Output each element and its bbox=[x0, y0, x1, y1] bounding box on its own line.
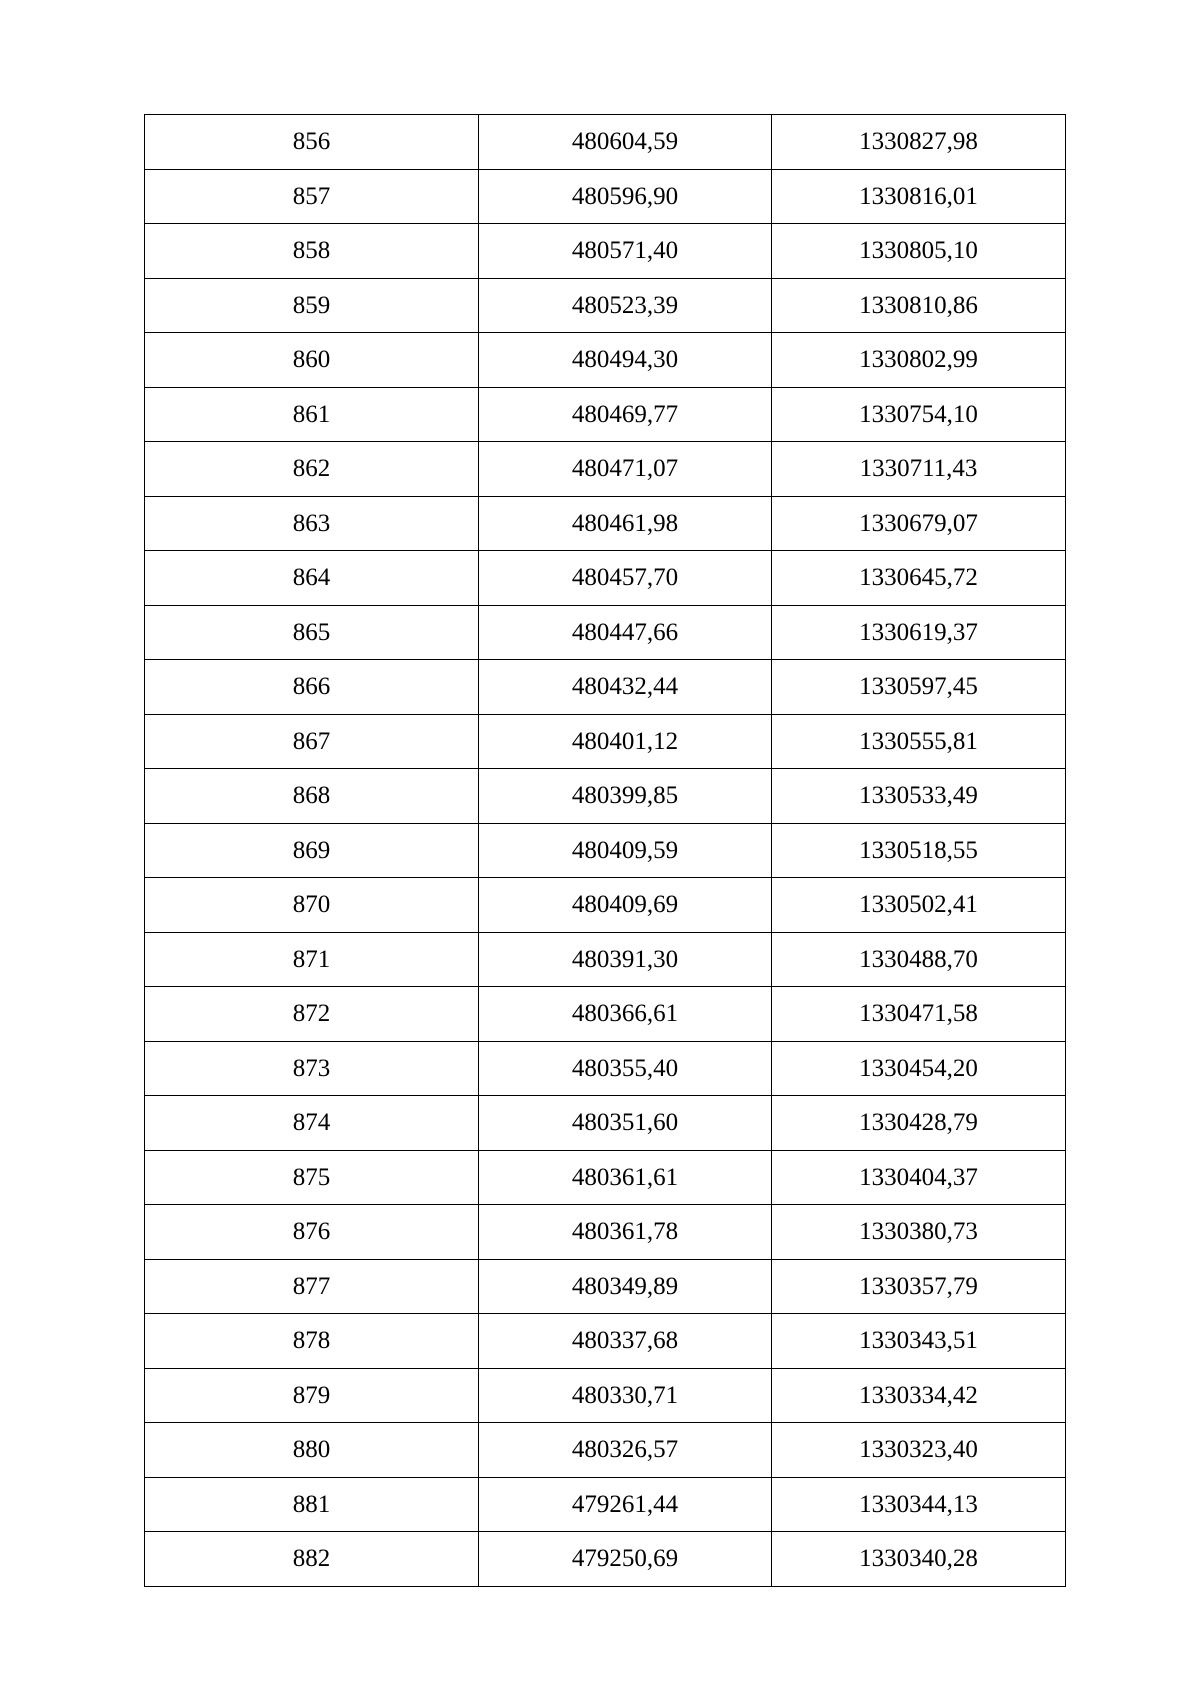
x-coordinate-cell: 480361,78 bbox=[479, 1205, 772, 1260]
point-number-cell: 869 bbox=[145, 823, 479, 878]
point-number-cell: 881 bbox=[145, 1477, 479, 1532]
point-number-cell: 863 bbox=[145, 496, 479, 551]
y-coordinate-cell: 1330645,72 bbox=[772, 551, 1066, 606]
point-number-cell: 871 bbox=[145, 932, 479, 987]
y-coordinate-cell: 1330619,37 bbox=[772, 605, 1066, 660]
y-coordinate-cell: 1330454,20 bbox=[772, 1041, 1066, 1096]
y-coordinate-cell: 1330597,45 bbox=[772, 660, 1066, 715]
table-row bbox=[145, 605, 1066, 660]
table-row bbox=[145, 496, 1066, 551]
y-coordinate-cell: 1330471,58 bbox=[772, 987, 1066, 1042]
table-row bbox=[145, 1477, 1066, 1532]
table-row bbox=[145, 1532, 1066, 1587]
table-row bbox=[145, 551, 1066, 606]
point-number-cell: 858 bbox=[145, 224, 479, 279]
x-coordinate-cell: 480447,66 bbox=[479, 605, 772, 660]
point-number-cell: 867 bbox=[145, 714, 479, 769]
point-number-cell: 882 bbox=[145, 1532, 479, 1587]
y-coordinate-cell: 1330810,86 bbox=[772, 278, 1066, 333]
y-coordinate-cell: 1330428,79 bbox=[772, 1096, 1066, 1151]
x-coordinate-cell: 480361,61 bbox=[479, 1150, 772, 1205]
point-number-cell: 872 bbox=[145, 987, 479, 1042]
x-coordinate-cell: 480366,61 bbox=[479, 987, 772, 1042]
point-number-cell: 864 bbox=[145, 551, 479, 606]
x-coordinate-cell: 480399,85 bbox=[479, 769, 772, 824]
table-row bbox=[145, 387, 1066, 442]
y-coordinate-cell: 1330404,37 bbox=[772, 1150, 1066, 1205]
x-coordinate-cell: 480494,30 bbox=[479, 333, 772, 388]
y-coordinate-cell: 1330502,41 bbox=[772, 878, 1066, 933]
table-row bbox=[145, 1259, 1066, 1314]
table-row bbox=[145, 442, 1066, 497]
point-number-cell: 862 bbox=[145, 442, 479, 497]
table-row bbox=[145, 932, 1066, 987]
table-row bbox=[145, 1041, 1066, 1096]
x-coordinate-cell: 480391,30 bbox=[479, 932, 772, 987]
point-number-cell: 860 bbox=[145, 333, 479, 388]
point-number-cell: 856 bbox=[145, 115, 479, 170]
x-coordinate-cell: 480471,07 bbox=[479, 442, 772, 497]
y-coordinate-cell: 1330711,43 bbox=[772, 442, 1066, 497]
point-number-cell: 874 bbox=[145, 1096, 479, 1151]
point-number-cell: 866 bbox=[145, 660, 479, 715]
y-coordinate-cell: 1330334,42 bbox=[772, 1368, 1066, 1423]
y-coordinate-cell: 1330323,40 bbox=[772, 1423, 1066, 1478]
point-number-cell: 859 bbox=[145, 278, 479, 333]
table-row bbox=[145, 1096, 1066, 1151]
table-row bbox=[145, 714, 1066, 769]
y-coordinate-cell: 1330340,28 bbox=[772, 1532, 1066, 1587]
x-coordinate-cell: 480401,12 bbox=[479, 714, 772, 769]
point-number-cell: 857 bbox=[145, 169, 479, 224]
y-coordinate-cell: 1330380,73 bbox=[772, 1205, 1066, 1260]
point-number-cell: 876 bbox=[145, 1205, 479, 1260]
table-row bbox=[145, 115, 1066, 170]
table-row bbox=[145, 769, 1066, 824]
x-coordinate-cell: 480351,60 bbox=[479, 1096, 772, 1151]
table-row bbox=[145, 1205, 1066, 1260]
point-number-cell: 879 bbox=[145, 1368, 479, 1423]
x-coordinate-cell: 480409,59 bbox=[479, 823, 772, 878]
point-number-cell: 878 bbox=[145, 1314, 479, 1369]
y-coordinate-cell: 1330488,70 bbox=[772, 932, 1066, 987]
y-coordinate-cell: 1330805,10 bbox=[772, 224, 1066, 279]
x-coordinate-cell: 480604,59 bbox=[479, 115, 772, 170]
x-coordinate-cell: 480355,40 bbox=[479, 1041, 772, 1096]
x-coordinate-cell: 480469,77 bbox=[479, 387, 772, 442]
x-coordinate-cell: 480330,71 bbox=[479, 1368, 772, 1423]
table-row bbox=[145, 1368, 1066, 1423]
x-coordinate-cell: 480457,70 bbox=[479, 551, 772, 606]
y-coordinate-cell: 1330679,07 bbox=[772, 496, 1066, 551]
y-coordinate-cell: 1330827,98 bbox=[772, 115, 1066, 170]
table-row bbox=[145, 878, 1066, 933]
x-coordinate-cell: 480596,90 bbox=[479, 169, 772, 224]
table-row bbox=[145, 660, 1066, 715]
table-row bbox=[145, 169, 1066, 224]
y-coordinate-cell: 1330555,81 bbox=[772, 714, 1066, 769]
table-row bbox=[145, 823, 1066, 878]
x-coordinate-cell: 479250,69 bbox=[479, 1532, 772, 1587]
table-row bbox=[145, 1314, 1066, 1369]
point-number-cell: 875 bbox=[145, 1150, 479, 1205]
y-coordinate-cell: 1330816,01 bbox=[772, 169, 1066, 224]
x-coordinate-cell: 480571,40 bbox=[479, 224, 772, 279]
point-number-cell: 865 bbox=[145, 605, 479, 660]
x-coordinate-cell: 480523,39 bbox=[479, 278, 772, 333]
y-coordinate-cell: 1330802,99 bbox=[772, 333, 1066, 388]
x-coordinate-cell: 480326,57 bbox=[479, 1423, 772, 1478]
point-number-cell: 870 bbox=[145, 878, 479, 933]
y-coordinate-cell: 1330357,79 bbox=[772, 1259, 1066, 1314]
table-row bbox=[145, 1423, 1066, 1478]
y-coordinate-cell: 1330344,13 bbox=[772, 1477, 1066, 1532]
point-number-cell: 861 bbox=[145, 387, 479, 442]
y-coordinate-cell: 1330518,55 bbox=[772, 823, 1066, 878]
point-number-cell: 877 bbox=[145, 1259, 479, 1314]
x-coordinate-cell: 480432,44 bbox=[479, 660, 772, 715]
x-coordinate-cell: 479261,44 bbox=[479, 1477, 772, 1532]
table-row bbox=[145, 1150, 1066, 1205]
table-row bbox=[145, 333, 1066, 388]
x-coordinate-cell: 480461,98 bbox=[479, 496, 772, 551]
y-coordinate-cell: 1330533,49 bbox=[772, 769, 1066, 824]
point-number-cell: 880 bbox=[145, 1423, 479, 1478]
table-body bbox=[145, 115, 1066, 1587]
x-coordinate-cell: 480349,89 bbox=[479, 1259, 772, 1314]
x-coordinate-cell: 480337,68 bbox=[479, 1314, 772, 1369]
table-row bbox=[145, 224, 1066, 279]
table-row bbox=[145, 987, 1066, 1042]
y-coordinate-cell: 1330343,51 bbox=[772, 1314, 1066, 1369]
x-coordinate-cell: 480409,69 bbox=[479, 878, 772, 933]
y-coordinate-cell: 1330754,10 bbox=[772, 387, 1066, 442]
point-number-cell: 868 bbox=[145, 769, 479, 824]
point-number-cell: 873 bbox=[145, 1041, 479, 1096]
table-row bbox=[145, 278, 1066, 333]
coordinates-table bbox=[144, 114, 1066, 1587]
